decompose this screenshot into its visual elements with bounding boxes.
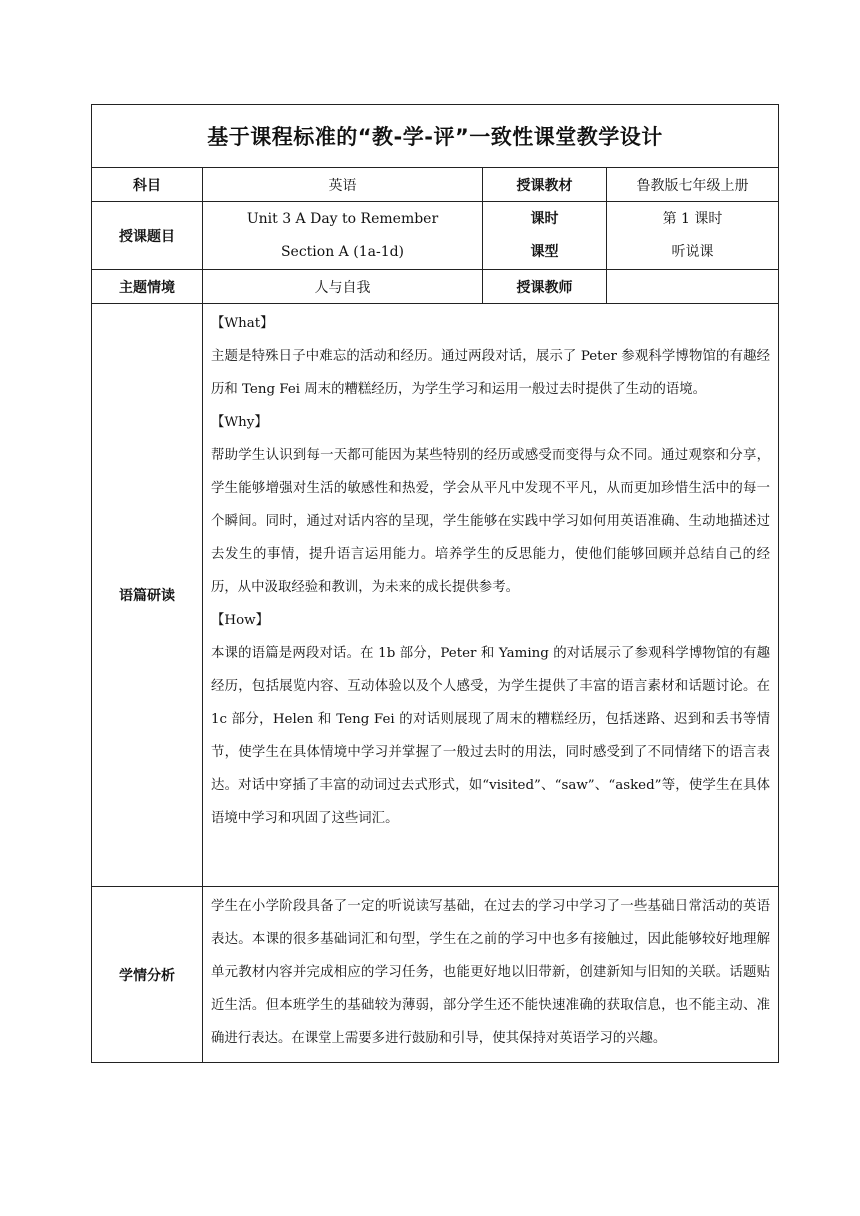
text-study-label: 语篇研读	[92, 304, 203, 887]
teacher-value	[607, 270, 779, 304]
topic-value-line2: Section A (1a-1d)	[280, 243, 405, 260]
text-study-content	[203, 304, 779, 887]
how-text: 本课的语篇是两段对话。在 1b 部分，Peter 和 Yaming 的对话展示了参观科学博物馆的有趣经历，包括展览内容、互动体验以及个人感受，为学生提供了丰富的语言素材和话题讨论。在 1c 部分，Helen 和 Teng Fei 的对话则展现了周末的糟糕经历，包括迷路、迟到和丢书等情节，使学生在具体情境中学习并掌握了一般过去时的用法，同时感受到了不同情绪下的语言表达。对话中穿插了丰富的动词过去式形式，如“visited”、“saw”、“asked”等，使学生在具体语境中学习和巩固了这些词汇。	[211, 646, 771, 826]
title-row	[92, 105, 779, 168]
topic-row	[92, 202, 779, 270]
theme-value: 人与自我	[203, 270, 483, 304]
type-value: 听说课	[671, 243, 714, 260]
text-study-row	[92, 304, 779, 887]
topic-value-line1: Unit 3 A Day to Remember	[246, 210, 439, 227]
learner-analysis-row	[92, 887, 779, 1063]
how-heading: 【How】	[211, 613, 269, 628]
learner-analysis-content	[203, 887, 779, 1063]
lesson-plan-table	[91, 104, 779, 1063]
subject-row	[92, 168, 779, 202]
material-label: 授课教材	[483, 168, 607, 202]
subject-value: 英语	[203, 168, 483, 202]
topic-value	[203, 202, 483, 270]
period-type-values	[607, 202, 779, 270]
teacher-label: 授课教师	[483, 270, 607, 304]
subject-label: 科目	[92, 168, 203, 202]
learner-analysis-label: 学情分析	[92, 887, 203, 1063]
type-label: 课型	[530, 243, 559, 260]
why-text: 帮助学生认识到每一天都可能因为某些特别的经历或感受而变得与众不同。通过观察和分享，学生能够增强对生活的敏感性和热爱，学会从平凡中发现不平凡，从而更加珍惜生活中的每一个瞬间。同时，通过对话内容的呈现，学生能够在实践中学习如何用英语准确、生动地描述过去发生的事情，提升语言运用能力。培养学生的反思能力，使他们能够回顾并总结自己的经历，从中汲取经验和教训，为未来的成长提供参考。	[211, 448, 771, 595]
why-heading: 【Why】	[211, 415, 268, 430]
topic-label: 授课题目	[92, 202, 203, 270]
material-value: 鲁教版七年级上册	[607, 168, 779, 202]
period-type-labels	[483, 202, 607, 270]
what-heading: 【What】	[211, 316, 274, 331]
period-value: 第 1 课时	[662, 210, 723, 227]
period-label: 课时	[530, 210, 559, 227]
document-title: 基于课程标准的“教-学-评”一致性课堂教学设计	[92, 105, 779, 168]
learner-analysis-text: 学生在小学阶段具备了一定的听说读写基础，在过去的学习中学习了一些基础日常活动的英语表达。本课的很多基础词汇和句型，学生在之前的学习中也多有接触过，因此能够较好地理解单元教材内容并完成相应的学习任务，也能更好地以旧带新，创建新知与旧知的关联。话题贴近生活。但本班学生的基础较为薄弱，部分学生还不能快速准确的获取信息，也不能主动、准确进行表达。在课堂上需要多进行鼓励和引导，使其保持对英语学习的兴趣。	[211, 899, 771, 1046]
theme-row	[92, 270, 779, 304]
what-text: 主题是特殊日子中难忘的活动和经历。通过两段对话，展示了 Peter 参观科学博物馆的有趣经历和 Teng Fei 周末的糟糕经历，为学生学习和运用一般过去时提供了生动的语境。	[211, 349, 771, 397]
theme-label: 主题情境	[92, 270, 203, 304]
